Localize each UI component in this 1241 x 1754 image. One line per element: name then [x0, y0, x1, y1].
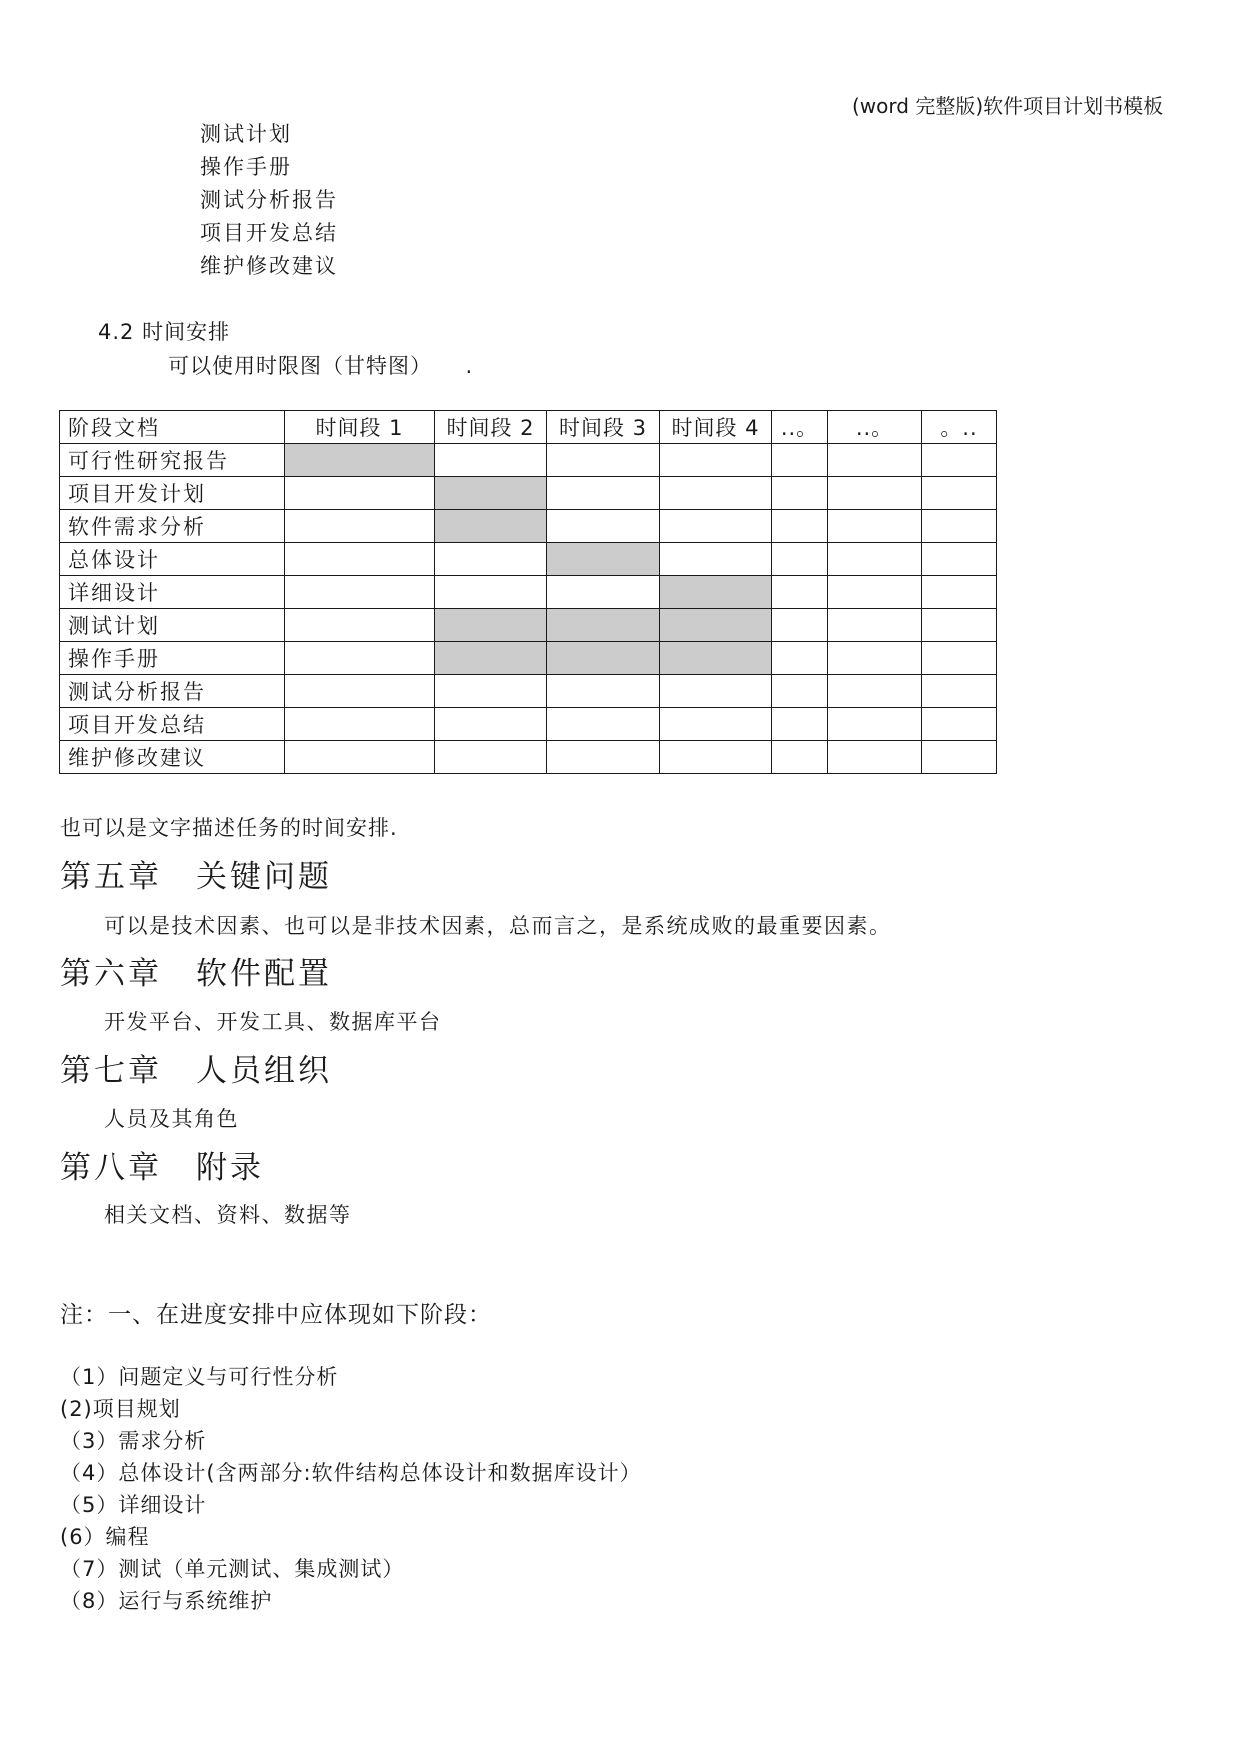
section-intro: 可以使用时限图（甘特图） .	[168, 354, 474, 378]
gantt-cell	[922, 642, 997, 675]
gantt-cell	[922, 675, 997, 708]
gantt-body	[60, 444, 997, 774]
phase-item: (6）编程	[60, 1525, 150, 1549]
gantt-cell	[828, 576, 922, 609]
gantt-cell	[772, 675, 828, 708]
gantt-cell	[285, 741, 435, 774]
gantt-cell	[547, 675, 660, 708]
gantt-cell	[828, 741, 922, 774]
gantt-cell	[285, 609, 435, 642]
gantt-cell	[828, 708, 922, 741]
gantt-bar-cell	[285, 444, 435, 477]
column-header: 。..	[922, 411, 997, 444]
gantt-cell	[435, 576, 547, 609]
chapter-text: 开发平台、开发工具、数据库平台	[104, 1010, 442, 1034]
gantt-bar-cell	[435, 510, 547, 543]
gantt-cell	[547, 444, 660, 477]
note-heading: 注：一、在进度安排中应体现如下阶段：	[60, 1302, 492, 1328]
row-label: 项目开发总结	[60, 708, 285, 741]
gantt-cell	[772, 642, 828, 675]
gantt-cell	[660, 543, 772, 576]
gantt-row	[60, 510, 997, 543]
gantt-cell	[922, 609, 997, 642]
gantt-table	[59, 410, 997, 774]
column-header: 时间段 1	[285, 411, 435, 444]
phase-item: （8）运行与系统维护	[60, 1589, 273, 1613]
gantt-cell	[828, 477, 922, 510]
gantt-cell	[922, 543, 997, 576]
list-item: 测试分析报告	[200, 188, 338, 212]
gantt-bar-cell	[435, 477, 547, 510]
row-label: 测试分析报告	[60, 675, 285, 708]
gantt-bar-cell	[547, 642, 660, 675]
gantt-bar-cell	[660, 609, 772, 642]
gantt-cell	[922, 444, 997, 477]
phase-item: （4）总体设计(含两部分:软件结构总体设计和数据库设计）	[60, 1461, 642, 1485]
chapter-title: 第六章 软件配置	[60, 956, 332, 992]
gantt-cell	[660, 510, 772, 543]
gantt-cell	[547, 477, 660, 510]
gantt-bar-cell	[435, 642, 547, 675]
gantt-cell	[828, 609, 922, 642]
phase-item: （7）测试（单元测试、集成测试）	[60, 1557, 405, 1581]
gantt-row	[60, 576, 997, 609]
gantt-cell	[660, 477, 772, 510]
chapter-title: 第五章 关键问题	[60, 859, 332, 895]
gantt-row	[60, 444, 997, 477]
gantt-cell	[435, 675, 547, 708]
list-item: 维护修改建议	[200, 254, 338, 278]
section-title: 4.2 时间安排	[98, 320, 231, 344]
gantt-cell	[772, 444, 828, 477]
gantt-bar-cell	[547, 609, 660, 642]
gantt-cell	[285, 477, 435, 510]
gantt-cell	[435, 543, 547, 576]
gantt-cell	[660, 444, 772, 477]
gantt-cell	[828, 444, 922, 477]
gantt-row	[60, 675, 997, 708]
row-label: 操作手册	[60, 642, 285, 675]
gantt-cell	[922, 708, 997, 741]
gantt-bar-cell	[660, 642, 772, 675]
gantt-bar-cell	[547, 543, 660, 576]
row-label: 测试计划	[60, 609, 285, 642]
chapter-text: 可以是技术因素、也可以是非技术因素，总而言之，是系统成败的最重要因素。	[104, 914, 892, 938]
column-header: ..。	[828, 411, 922, 444]
chapter-title: 第七章 人员组织	[60, 1053, 332, 1089]
page-header: (word 完整版)软件项目计划书模板	[852, 94, 1164, 118]
gantt-cell	[435, 444, 547, 477]
gantt-cell	[922, 477, 997, 510]
gantt-cell	[547, 576, 660, 609]
gantt-cell	[285, 708, 435, 741]
table-note: 也可以是文字描述任务的时间安排.	[60, 816, 398, 840]
chapter-text: 人员及其角色	[104, 1107, 239, 1131]
gantt-row	[60, 741, 997, 774]
gantt-cell	[772, 576, 828, 609]
gantt-cell	[828, 642, 922, 675]
list-item: 测试计划	[200, 122, 292, 146]
gantt-cell	[547, 708, 660, 741]
chapter-text: 相关文档、资料、数据等	[104, 1203, 352, 1227]
gantt-cell	[772, 609, 828, 642]
gantt-cell	[660, 708, 772, 741]
gantt-cell	[922, 510, 997, 543]
gantt-cell	[922, 576, 997, 609]
gantt-cell	[922, 741, 997, 774]
gantt-cell	[285, 675, 435, 708]
gantt-cell	[772, 708, 828, 741]
gantt-cell	[828, 510, 922, 543]
list-item: 项目开发总结	[200, 221, 338, 245]
column-header: 时间段 3	[547, 411, 660, 444]
chapter-title: 第八章 附录	[60, 1150, 264, 1186]
row-label: 软件需求分析	[60, 510, 285, 543]
gantt-cell	[828, 543, 922, 576]
column-header: 时间段 4	[660, 411, 772, 444]
gantt-cell	[285, 510, 435, 543]
gantt-cell	[772, 477, 828, 510]
gantt-cell	[828, 675, 922, 708]
gantt-cell	[772, 543, 828, 576]
gantt-cell	[547, 510, 660, 543]
gantt-bar-cell	[660, 576, 772, 609]
row-label: 详细设计	[60, 576, 285, 609]
row-label: 总体设计	[60, 543, 285, 576]
gantt-cell	[660, 675, 772, 708]
gantt-cell	[547, 741, 660, 774]
gantt-header-row	[60, 411, 997, 444]
phase-item: （1）问题定义与可行性分析	[60, 1365, 339, 1389]
gantt-row	[60, 609, 997, 642]
phase-item: (2)项目规划	[60, 1397, 181, 1421]
gantt-cell	[772, 510, 828, 543]
column-header: 时间段 2	[435, 411, 547, 444]
gantt-row	[60, 708, 997, 741]
gantt-row	[60, 477, 997, 510]
gantt-row	[60, 642, 997, 675]
gantt-cell	[285, 576, 435, 609]
gantt-cell	[660, 741, 772, 774]
row-label: 维护修改建议	[60, 741, 285, 774]
phase-item: （5）详细设计	[60, 1493, 207, 1517]
gantt-bar-cell	[435, 609, 547, 642]
phase-item: （3）需求分析	[60, 1429, 207, 1453]
list-item: 操作手册	[200, 155, 292, 179]
gantt-cell	[435, 741, 547, 774]
column-header: ..。	[772, 411, 828, 444]
row-label: 可行性研究报告	[60, 444, 285, 477]
row-label: 项目开发计划	[60, 477, 285, 510]
column-header: 阶段文档	[60, 411, 285, 444]
gantt-cell	[285, 642, 435, 675]
gantt-cell	[772, 741, 828, 774]
gantt-cell	[435, 708, 547, 741]
gantt-cell	[285, 543, 435, 576]
gantt-row	[60, 543, 997, 576]
